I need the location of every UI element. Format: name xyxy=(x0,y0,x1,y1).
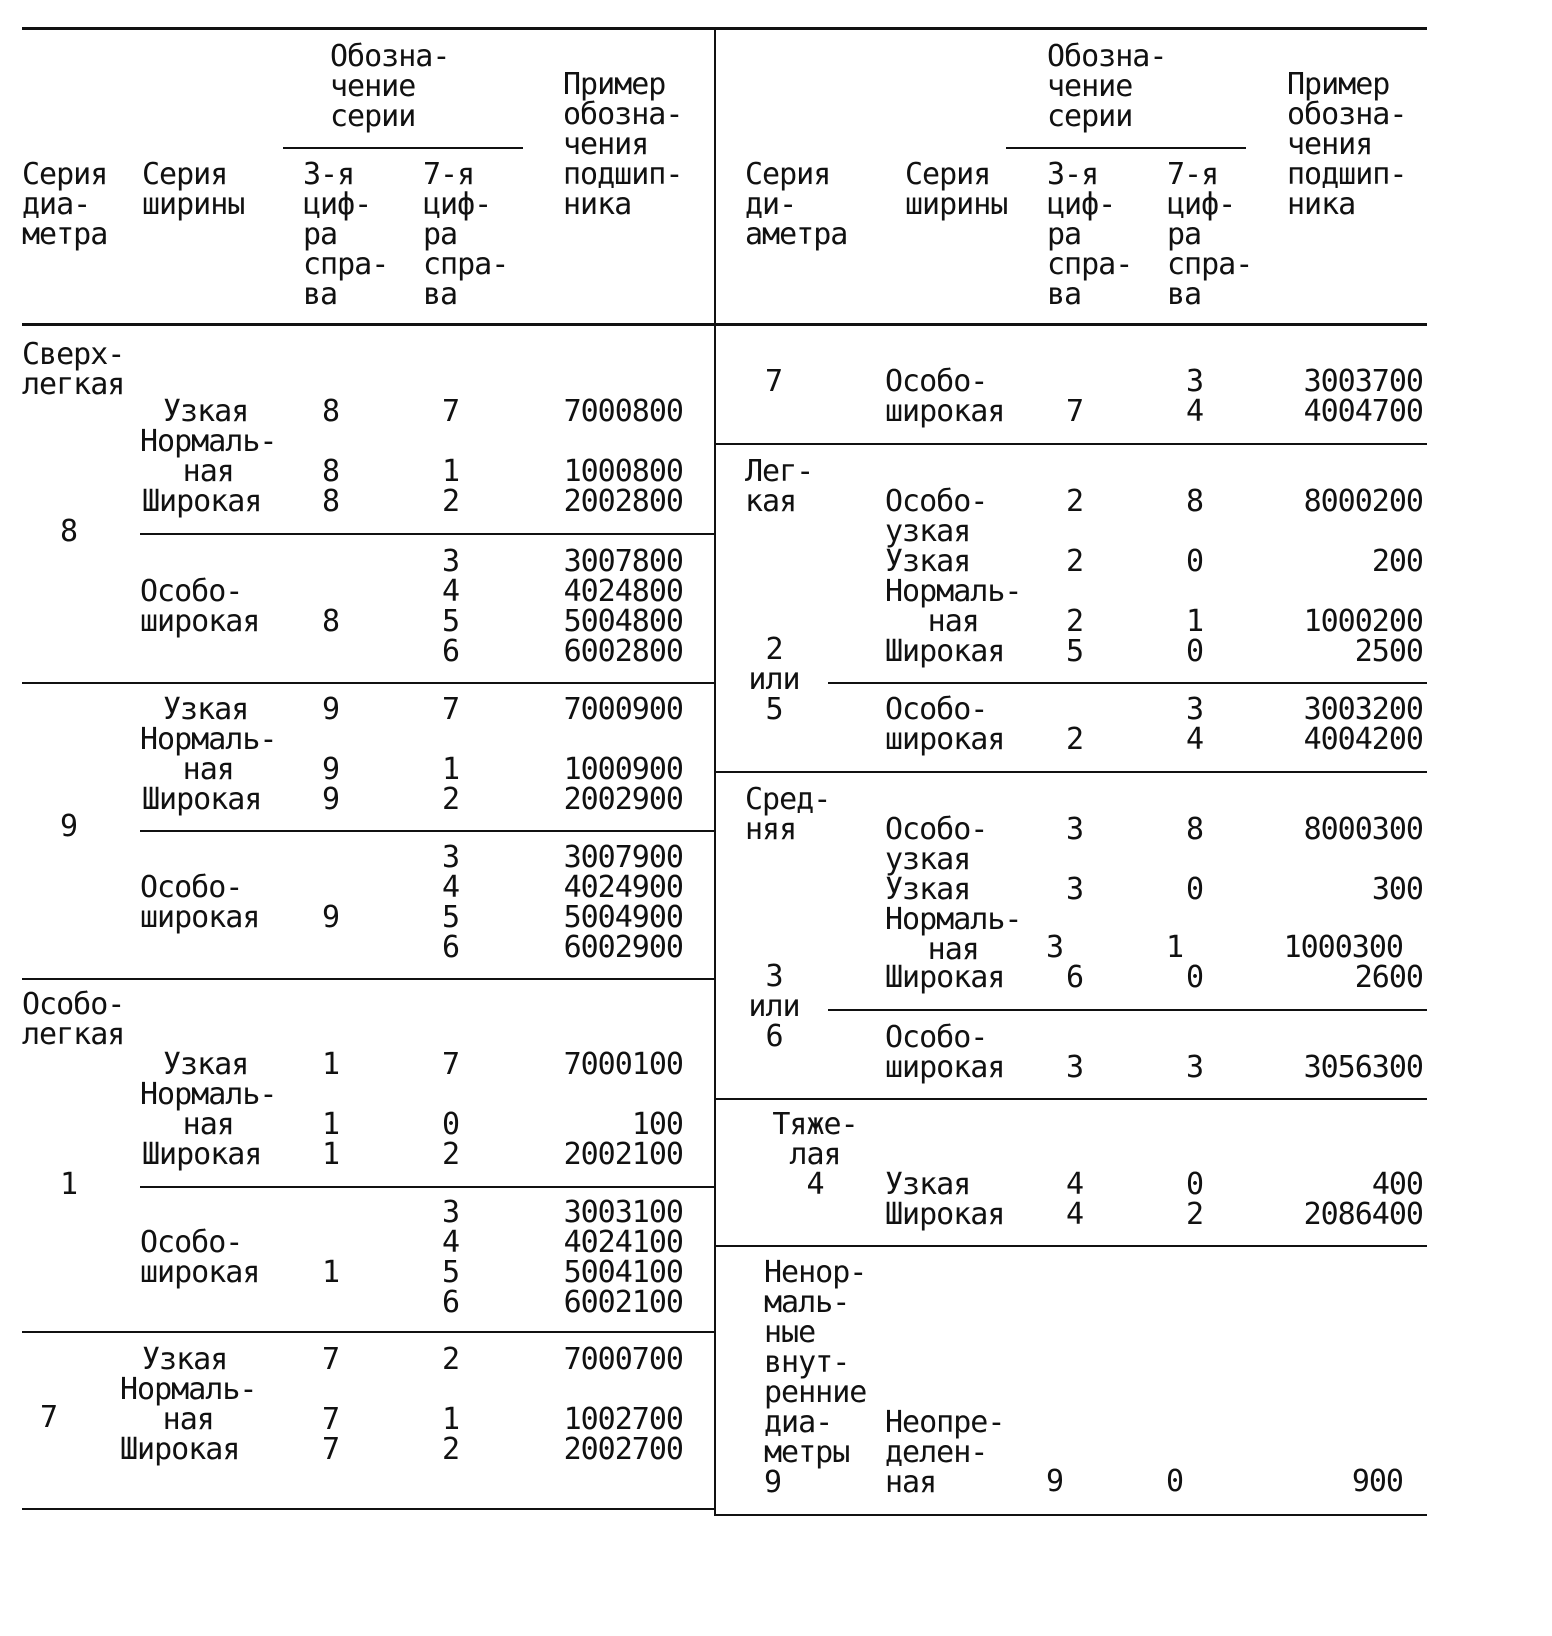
example-code: 2002700 xyxy=(563,1432,683,1467)
diameter-number: 8 xyxy=(60,514,78,549)
example-code-list: 3007800 4024800 5004800 6002800 xyxy=(563,544,683,669)
width-extra-wide: Особо- широкая xyxy=(140,870,260,935)
right-designation-underline xyxy=(1006,147,1246,149)
example-code: 2002100 xyxy=(563,1137,683,1172)
diameter-number: 2 или 5 xyxy=(748,632,800,727)
example-code: 7000800 xyxy=(563,394,683,429)
example-code: 100 xyxy=(631,1107,683,1142)
example-code-list: 3003700 4004700 xyxy=(1303,364,1423,429)
header-series-width: Серия ширины xyxy=(142,157,245,222)
right-rule-medium-wide xyxy=(828,1009,1427,1011)
left-rule-8-wide xyxy=(140,533,714,535)
digit7: 3 xyxy=(1186,1050,1204,1085)
digit7: 0 xyxy=(1166,1464,1184,1499)
digit3: 6 xyxy=(1066,960,1084,995)
digit7: 0 xyxy=(1186,872,1204,907)
right-bottom-rule xyxy=(716,1514,1427,1516)
width-extra-wide: Особо- широкая xyxy=(885,364,1005,429)
diameter-name: Сред- няя xyxy=(745,782,831,847)
header-bottom-rule xyxy=(22,323,1427,326)
header-example: Пример обозна- чения подшип- ника xyxy=(563,67,683,222)
digit7-list: 3 4 xyxy=(1186,692,1204,757)
header-series-designation: Обозна- чение серии xyxy=(330,39,450,134)
digit7: 1 xyxy=(442,1402,460,1437)
digit3: 8 xyxy=(322,604,340,639)
width-extra-narrow: Особо- узкая xyxy=(885,812,988,877)
digit3: 4 xyxy=(1066,1197,1084,1232)
example-code: 1000800 xyxy=(563,454,683,489)
example-code: 2600 xyxy=(1354,960,1423,995)
right-rule-heavy-abnormal xyxy=(716,1245,1427,1247)
example-code: 1000200 xyxy=(1303,604,1423,639)
digit3: 2 xyxy=(1066,484,1084,519)
width-wide: Широкая xyxy=(142,782,262,817)
left-bottom-rule xyxy=(22,1508,714,1510)
example-code-list: 3003200 4004200 xyxy=(1303,692,1423,757)
digit3: 1 xyxy=(322,1107,340,1142)
digit3: 4 xyxy=(1066,1167,1084,1202)
digit7: 1 xyxy=(1166,930,1184,965)
example-code: 8000300 xyxy=(1303,812,1423,847)
right-rule-light-medium xyxy=(716,771,1427,773)
example-code: 1000300 xyxy=(1283,930,1403,965)
header-digit7-right: 7-я циф- ра спра- ва xyxy=(1167,157,1253,312)
digit7: 0 xyxy=(442,1107,460,1142)
table-center-divider xyxy=(714,30,716,1516)
example-code: 1000900 xyxy=(563,752,683,787)
digit3: 9 xyxy=(322,900,340,935)
digit7: 0 xyxy=(1186,960,1204,995)
width-narrow: Узкая xyxy=(163,692,249,727)
left-rule-9-wide xyxy=(140,830,714,832)
left-rule-1-wide xyxy=(140,1186,714,1188)
width-undefined: Неопре- делен- ная xyxy=(885,1405,1005,1500)
example-code: 900 xyxy=(1351,1464,1403,1499)
digit7: 2 xyxy=(442,484,460,519)
diameter-name: Сверх- легкая xyxy=(22,337,125,402)
digit7: 8 xyxy=(1186,484,1204,519)
width-normal: Нормаль- ная xyxy=(140,424,277,489)
diameter-name: Лег- кая xyxy=(745,454,814,519)
example-code: 8000200 xyxy=(1303,484,1423,519)
digit3: 3 xyxy=(1066,1050,1084,1085)
digit3: 8 xyxy=(322,394,340,429)
width-wide: Широкая xyxy=(885,634,1005,669)
digit3: 2 xyxy=(1066,722,1084,757)
digit7: 1 xyxy=(442,454,460,489)
digit3: 7 xyxy=(1066,394,1084,429)
digit3: 3 xyxy=(1066,872,1084,907)
width-normal: Нормаль- ная xyxy=(120,1372,257,1437)
width-extra-wide: Особо- широкая xyxy=(885,1020,1005,1085)
example-code: 2002900 xyxy=(563,782,683,817)
width-wide: Широкая xyxy=(885,1197,1005,1232)
digit7: 2 xyxy=(442,1342,460,1377)
digit3: 7 xyxy=(322,1402,340,1437)
width-extra-wide: Особо- широкая xyxy=(140,574,260,639)
header-series-diameter: Серия диа- метра xyxy=(22,157,108,252)
width-wide: Широкая xyxy=(885,960,1005,995)
digit3: 5 xyxy=(1066,634,1084,669)
diameter-number: 1 xyxy=(60,1167,78,1202)
example-code: 200 xyxy=(1371,544,1423,579)
width-extra-narrow: Особо- узкая xyxy=(885,484,988,549)
digit7: 8 xyxy=(1186,812,1204,847)
digit7-list: 3 4 5 6 xyxy=(442,1195,460,1320)
width-narrow: Узкая xyxy=(885,872,971,907)
diameter-name: Особо- легкая xyxy=(22,987,125,1052)
width-extra-wide: Особо- широкая xyxy=(885,692,1005,757)
digit3: 9 xyxy=(1046,1464,1064,1499)
right-rule-light-wide xyxy=(828,682,1427,684)
example-code: 2500 xyxy=(1354,634,1423,669)
header-example-right: Пример обозна- чения подшип- ника xyxy=(1287,67,1407,222)
digit3: 2 xyxy=(1066,604,1084,639)
digit7: 7 xyxy=(442,394,460,429)
digit7: 2 xyxy=(442,1137,460,1172)
example-code: 1002700 xyxy=(563,1402,683,1437)
diameter-number: 3 или 6 xyxy=(748,959,800,1054)
left-designation-underline xyxy=(283,147,523,149)
header-digit7: 7-я циф- ра спра- ва xyxy=(423,157,509,312)
header-digit3: 3-я циф- ра спра- ва xyxy=(303,157,389,312)
digit3: 8 xyxy=(322,484,340,519)
digit3: 1 xyxy=(322,1047,340,1082)
example-code: 7000700 xyxy=(563,1342,683,1377)
example-code: 2002800 xyxy=(563,484,683,519)
diameter-name: Ненор- маль- ные внут- ренние диа- метры 9 xyxy=(764,1255,867,1500)
example-code: 2086400 xyxy=(1303,1197,1423,1232)
example-code: 300 xyxy=(1371,872,1423,907)
diameter-number: 9 xyxy=(60,809,78,844)
digit7: 2 xyxy=(1186,1197,1204,1232)
example-code-list: 3007900 4024900 5004900 6002900 xyxy=(563,840,683,965)
diameter-number: 7 xyxy=(40,1400,58,1435)
example-code-list: 3003100 4024100 5004100 6002100 xyxy=(563,1195,683,1320)
width-wide: Широкая xyxy=(142,484,262,519)
width-narrow: Узкая xyxy=(885,544,971,579)
width-narrow: Узкая xyxy=(142,1342,228,1377)
digit3: 9 xyxy=(322,782,340,817)
digit3: 1 xyxy=(322,1137,340,1172)
right-rule-medium-heavy xyxy=(716,1098,1427,1100)
header-digit3-right: 3-я циф- ра спра- ва xyxy=(1047,157,1133,312)
digit7: 0 xyxy=(1186,544,1204,579)
digit3: 3 xyxy=(1046,930,1064,965)
header-series-diameter-right: Серия ди- аметра xyxy=(745,157,848,252)
digit3: 7 xyxy=(322,1342,340,1377)
digit7: 2 xyxy=(442,782,460,817)
width-normal: Нормаль- ная xyxy=(140,1077,277,1142)
width-normal: Нормаль- ная xyxy=(885,574,1022,639)
digit7-list: 3 4 xyxy=(1186,364,1204,429)
digit3: 3 xyxy=(1066,812,1084,847)
digit7-list: 3 4 5 6 xyxy=(442,544,460,669)
digit7: 2 xyxy=(442,1432,460,1467)
digit7: 1 xyxy=(442,752,460,787)
digit3: 9 xyxy=(322,692,340,727)
digit3: 1 xyxy=(322,1255,340,1290)
example-code: 400 xyxy=(1371,1167,1423,1202)
width-wide: Широкая xyxy=(120,1432,240,1467)
header-series-width-right: Серия ширины xyxy=(905,157,1008,222)
example-code: 3056300 xyxy=(1303,1050,1423,1085)
left-rule-8-9 xyxy=(22,682,714,684)
example-code: 7000900 xyxy=(563,692,683,727)
digit3: 2 xyxy=(1066,544,1084,579)
width-normal: Нормаль- ная xyxy=(885,902,1022,967)
diameter-number: 7 xyxy=(765,364,783,399)
digit7: 7 xyxy=(442,692,460,727)
digit7: 0 xyxy=(1186,634,1204,669)
left-rule-1-7 xyxy=(22,1331,714,1333)
left-rule-9-1 xyxy=(22,978,714,980)
right-rule-7-light xyxy=(716,443,1427,445)
width-wide: Широкая xyxy=(142,1137,262,1172)
digit3: 7 xyxy=(322,1432,340,1467)
digit7: 7 xyxy=(442,1047,460,1082)
width-normal: Нормаль- ная xyxy=(140,722,277,787)
digit7: 0 xyxy=(1186,1167,1204,1202)
width-extra-wide: Особо- широкая xyxy=(140,1225,260,1290)
digit3: 9 xyxy=(322,752,340,787)
width-narrow: Узкая xyxy=(885,1167,971,1202)
digit7-list: 3 4 5 6 xyxy=(442,840,460,965)
width-narrow: Узкая xyxy=(163,1047,249,1082)
digit7: 1 xyxy=(1186,604,1204,639)
table-top-rule xyxy=(22,27,1427,30)
diameter-name: Тяже- лая 4 xyxy=(772,1107,858,1202)
digit3: 8 xyxy=(322,454,340,489)
header-series-designation-right: Обозна- чение серии xyxy=(1047,39,1167,134)
example-code: 7000100 xyxy=(563,1047,683,1082)
width-narrow: Узкая xyxy=(163,394,249,429)
